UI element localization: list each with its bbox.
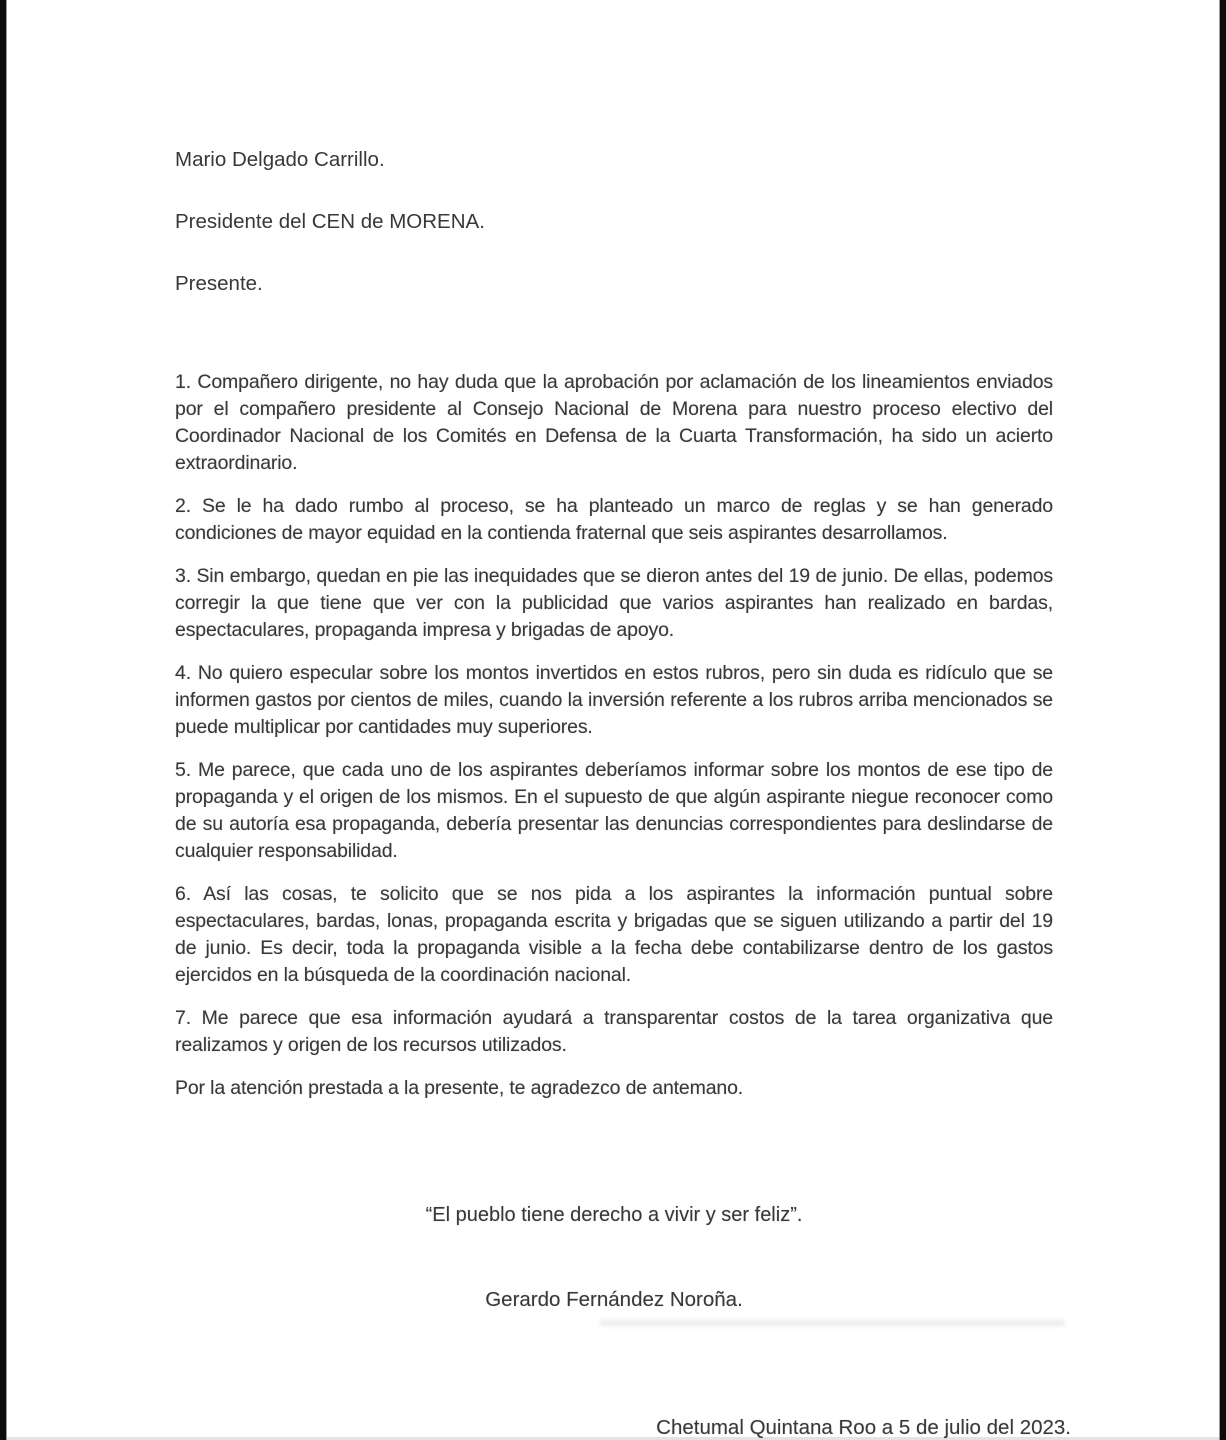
paragraph-4: 4. No quiero especular sobre los montos invertidos en estos rubros, pero sin duda es ridículo que se informen gastos por cientos de miles, cuando la inversión referente a los rubros arriba mencionados se puede multiplicar por cantidades muy superiores.	[175, 662, 1053, 738]
recipient-block	[175, 113, 1053, 330]
closing-line: Por la atención prestada a la presente, te agradezco de antemano.	[175, 1077, 744, 1099]
paragraph-5: 5. Me parece, que cada uno de los aspirantes deberíamos informar sobre los montos de ese tipo de propaganda y el origen de los mismos. En el supuesto de que algún aspirante niegue reconocer como de su autoría esa propaganda, debería presentar las denuncias correspondientes para deslindarse de cualquier responsabilidad.	[175, 759, 1053, 862]
paragraph-2: 2. Se le ha dado rumbo al proceso, se ha planteado un marco de reglas y se han generado condiciones de mayor equidad en la contienda fraternal que seis aspirantes desarrollamos.	[175, 495, 1053, 544]
motto-quote: “El pueblo tiene derecho a vivir y ser feliz”.	[425, 1204, 803, 1226]
recipient-presente: Presente.	[175, 272, 263, 295]
paragraph-6: 6. Así las cosas, te solicito que se nos pida a los aspirantes la información puntual sobre espectaculares, bardas, lonas, propaganda escrita y brigadas que se siguen utilizando a partir del 19 de junio. Es decir, toda la propaganda visible a la fecha debe contabilizarse dentro de los gastos ejercidos en la búsqueda de la coordinación nacional.	[175, 883, 1053, 986]
letter-content	[175, 113, 1071, 1440]
paragraph-3: 3. Sin embargo, quedan en pie las inequidades que se dieron antes del 19 de junio. De ellas, podemos corregir la que tiene que ver con la publicidad que varios aspirantes han realizado en bardas, espectaculares, propaganda impresa y brigadas de apoyo.	[175, 565, 1053, 641]
scan-edge-left	[0, 0, 7, 1440]
paragraph-1: 1. Compañero dirigente, no hay duda que la aprobación por aclamación de los lineamientos enviados por el compañero presidente al Consejo Nacional de Morena para nuestro proceso electivo del Coordinador Nacional de los Comités en Defensa de la Cuarta Transformación, ha sido un acierto extraordinario.	[175, 371, 1053, 474]
signature-name: Gerardo Fernández Noroña.	[485, 1288, 743, 1311]
letter-body	[175, 369, 1053, 1102]
scan-edge-right	[1219, 0, 1226, 1440]
recipient-name: Mario Delgado Carrillo.	[175, 148, 385, 171]
scan-shadow-artifact	[600, 1320, 1065, 1326]
dateline: Chetumal Quintana Roo a 5 de julio del 2023.	[656, 1416, 1071, 1439]
recipient-title: Presidente del CEN de MORENA.	[175, 210, 485, 233]
paragraph-7: 7. Me parece que esa información ayudará a transparentar costos de la tarea organizativa que realizamos y origen de los recursos utilizados.	[175, 1007, 1053, 1056]
